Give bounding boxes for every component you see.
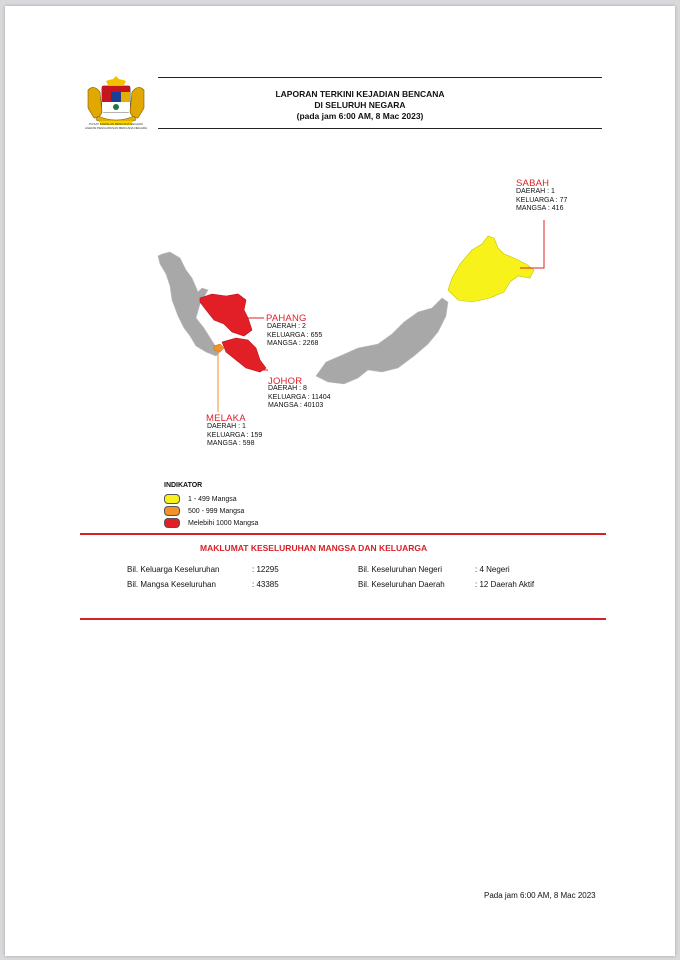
summary-bottom-rule [80,618,606,620]
sabah-region [448,236,534,302]
indicator-item-orange [164,506,244,516]
sabah-stats [516,188,567,214]
pahang-keluarga: KELUARGA : 655 [267,331,323,339]
sabah-label: SABAH [516,178,550,189]
indicator-item-yellow [164,494,237,504]
pahang-label: PAHANG [266,313,307,324]
sabah-mangsa: MANGSA : 416 [516,205,564,213]
johor-keluarga: KELUARGA : 11404 [268,393,331,401]
melaka-mangsa: MANGSA : 598 [207,440,255,448]
logo-caption-line1: PUSAT KAWALAN BENCANA NEGARA [89,122,143,126]
melaka-stats [207,423,262,449]
report-title-line2: DI SELURUH NEGARA [314,100,406,110]
negeri-label: Bil. Keseluruhan Negeri [358,565,443,574]
summary-title: MAKLUMAT KESELURUHAN MANGSA DAN KELUARGA [200,543,428,553]
report-title-line1: LAPORAN TERKINI KEJADIAN BENCANA [275,89,445,99]
sarawak-region [316,298,448,384]
sabah-leader-line [520,220,544,268]
report-page [5,6,675,956]
pahang-daerah: DAERAH : 2 [267,323,306,330]
daerah-label: Bil. Keseluruhan Daerah [358,580,445,589]
indicator-label-2: 500 - 999 Mangsa [188,507,245,515]
johor-region [222,338,266,372]
pahang-mangsa: MANGSA : 2268 [267,340,319,348]
pahang-region [200,294,252,336]
header-top-rule [158,77,602,78]
johor-label: JOHOR [268,376,303,387]
sabah-keluarga: KELUARGA : 77 [516,196,568,204]
report-title-line3: (pada jam 6:00 AM, 8 Mac 2023) [296,111,424,121]
mangsa-label: Bil. Mangsa Keseluruhan [127,580,216,589]
johor-stats [268,385,331,411]
header-bottom-rule [158,128,602,129]
summary-top-rule [80,533,606,535]
red-swatch [164,518,180,528]
malaysia-map [150,170,570,450]
keluarga-label: Bil. Keluarga Keseluruhan [127,565,220,574]
pahang-stats [267,323,322,349]
footer-timestamp: Pada jam 6:00 AM, 8 Mac 2023 [484,891,596,900]
indicator-label-3: Melebihi 1000 Mangsa [188,519,259,527]
yellow-swatch [164,494,180,504]
johor-mangsa: MANGSA : 40103 [268,402,324,410]
indicator-title: INDIKATOR [164,482,203,489]
indicator-label-1: 1 - 499 Mangsa [188,495,237,503]
melaka-label: MELAKA [206,413,246,424]
logo-caption-line2: AGENSI PENGURUSAN BENCANA NEGARA [84,126,147,130]
melaka-daerah: DAERAH : 1 [207,423,246,430]
keluarga-value: : 12295 [252,565,279,574]
daerah-value: : 12 Daerah Aktif [475,580,535,589]
melaka-keluarga: KELUARGA : 159 [207,431,263,439]
johor-daerah: DAERAH : 8 [268,385,307,392]
mangsa-value: : 43385 [252,580,279,589]
negeri-value: : 4 Negeri [475,565,510,574]
indicator-item-red [164,518,258,528]
sabah-daerah: DAERAH : 1 [516,188,555,195]
orange-swatch [164,506,180,516]
